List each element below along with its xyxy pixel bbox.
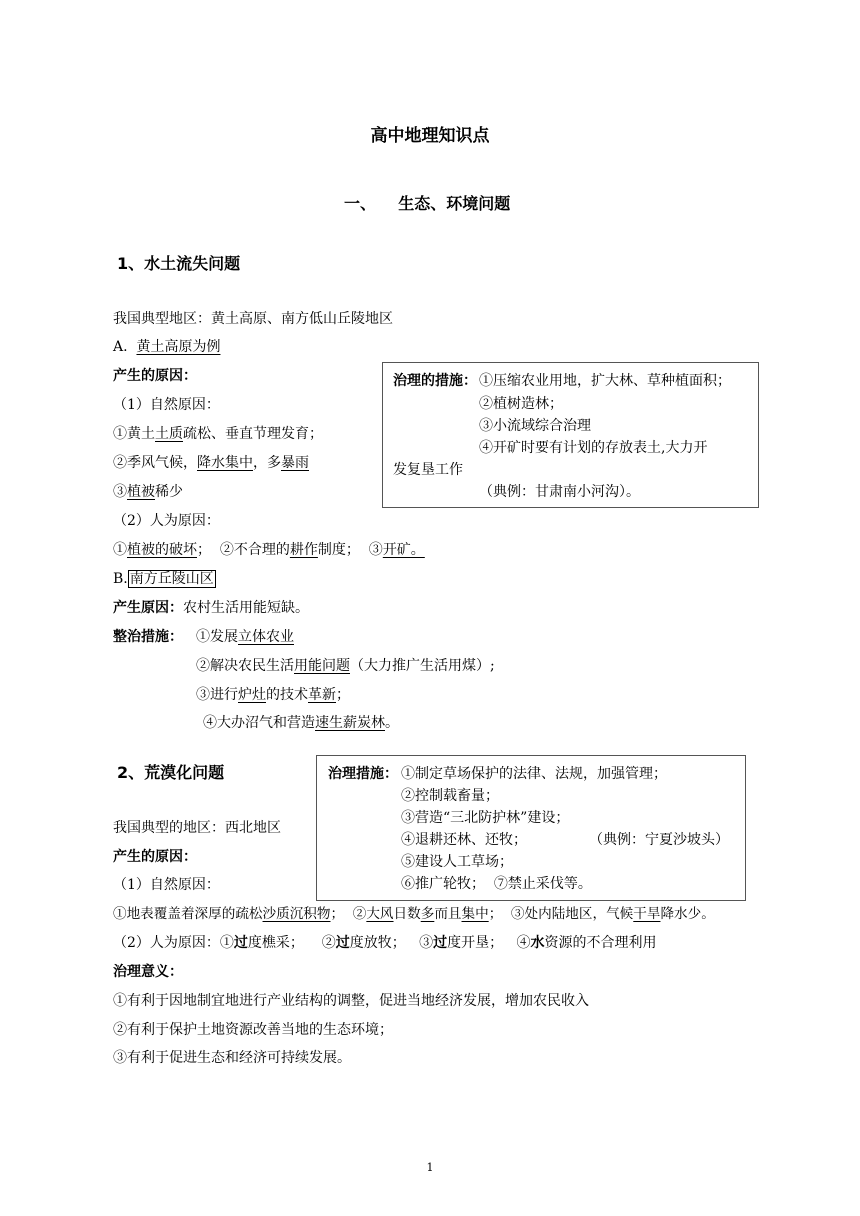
s2-meaning-label: 治理意义： <box>113 964 183 980</box>
s2-cause-label: 产生的原因： <box>113 849 197 865</box>
section-1-heading: 1、水土流失问题 <box>117 254 241 273</box>
s2-natural-label: （1）自然原因： <box>113 877 220 893</box>
s1-a-label: 黄土高原为例 <box>136 339 221 355</box>
s2-box-line-1: ①制定草场保护的法律、法规，加强管理； <box>401 766 667 782</box>
s1-box-line-2: ②植树造林； <box>479 396 563 412</box>
s1-human-label: （2）人为原因： <box>113 513 220 529</box>
s1-natural-label: （1）自然原因： <box>113 397 220 413</box>
page-number: 1 <box>426 1161 434 1174</box>
s2-box-line-4: ④退耕还林、还牧； <box>401 832 527 848</box>
section-2-heading: 2、荒漠化问题 <box>117 763 225 782</box>
s2-box-line-6: ⑥推广轮牧； ⑦禁止采伐等。 <box>401 876 592 892</box>
s1-subsection-b <box>113 569 216 589</box>
s1-human-1: ①植被的破坏； ②不合理的耕作制度； ③开矿。 <box>113 542 425 558</box>
s1-natural-2: ②季风气候，降水集中，多暴雨 <box>113 455 309 471</box>
s1-natural-3: ③植被稀少 <box>113 484 183 500</box>
s2-box-line-5: ⑤建设人工草场； <box>401 854 513 870</box>
s1-box-line-1: ①压缩农业用地，扩大林、草种植面积； <box>479 373 731 389</box>
s2-human: （2）人为原因：①过度樵采； ②过度放牧； ③过度开垦； ④水资源的不合理利用 <box>113 935 657 951</box>
s1-box-line-4: ④开矿时要有计划的存放表土,大力开 <box>479 440 708 456</box>
s2-region: 我国典型的地区：西北地区 <box>113 820 281 836</box>
s2-measures-box <box>316 755 746 901</box>
s1-cause-label: 产生的原因： <box>113 368 197 384</box>
s1-fix-2: ②解决农民生活用能问题（大力推广生活用煤）; <box>196 658 495 674</box>
s2-meaning-3: ③有利于促进生态和经济可持续发展。 <box>113 1050 351 1066</box>
s2-box-line-3: ③营造“三北防护林”建设； <box>401 810 570 826</box>
chapter-heading <box>344 193 510 215</box>
s1-fix-3: ③进行炉灶的技术革新； <box>196 687 350 703</box>
s1-measures-box <box>382 362 759 508</box>
s1-box-label: 治理的措施： <box>393 373 477 389</box>
s2-natural-1: ①地表覆盖着深厚的疏松沙质沉积物； ②大风日数多而且集中； ③处内陆地区，气候干旱降水少。 <box>113 906 715 922</box>
s2-box-example: （典例：宁夏沙坡头） <box>589 832 729 848</box>
s1-a-prefix: A. <box>113 339 128 355</box>
s1-box-line-3: ③小流域综合治理 <box>479 418 591 434</box>
s2-meaning-2: ②有利于保护土地资源改善当地的生态环境； <box>113 1022 393 1038</box>
s1-region: 我国典型地区：黄土高原、南方低山丘陵地区 <box>113 311 393 327</box>
s1-natural-1: ①黄土土质疏松、垂直节理发育； <box>113 426 323 442</box>
s2-box-line-2: ②控制载畜量； <box>401 788 499 804</box>
s1-subsection-a <box>113 337 220 357</box>
s1-b-prefix: B. <box>113 571 128 587</box>
s1-fix-label: 整治措施： <box>113 629 183 645</box>
s1-box-line-6: （典例：甘肃南小河沟）。 <box>479 484 640 500</box>
chapter-number: 一、 <box>344 194 377 213</box>
s1-box-line-5: 发复垦工作 <box>393 462 463 478</box>
chapter-title: 生态、环境问题 <box>398 194 511 213</box>
s1-fix-1: ①发展立体农业 <box>196 629 294 645</box>
s1-fix-4: ④大办沼气和营造速生薪炭林。 <box>203 715 399 731</box>
s1-b-label: 南方丘陵山区 <box>129 571 214 587</box>
s2-meaning-1: ①有利于因地制宜地进行产业结构的调整，促进当地经济发展，增加农民收入 <box>113 993 589 1009</box>
s1-b-cause: 产生原因：农村生活用能短缺。 <box>113 600 309 616</box>
page-title: 高中地理知识点 <box>370 126 490 146</box>
s2-box-label: 治理措施： <box>328 766 398 782</box>
